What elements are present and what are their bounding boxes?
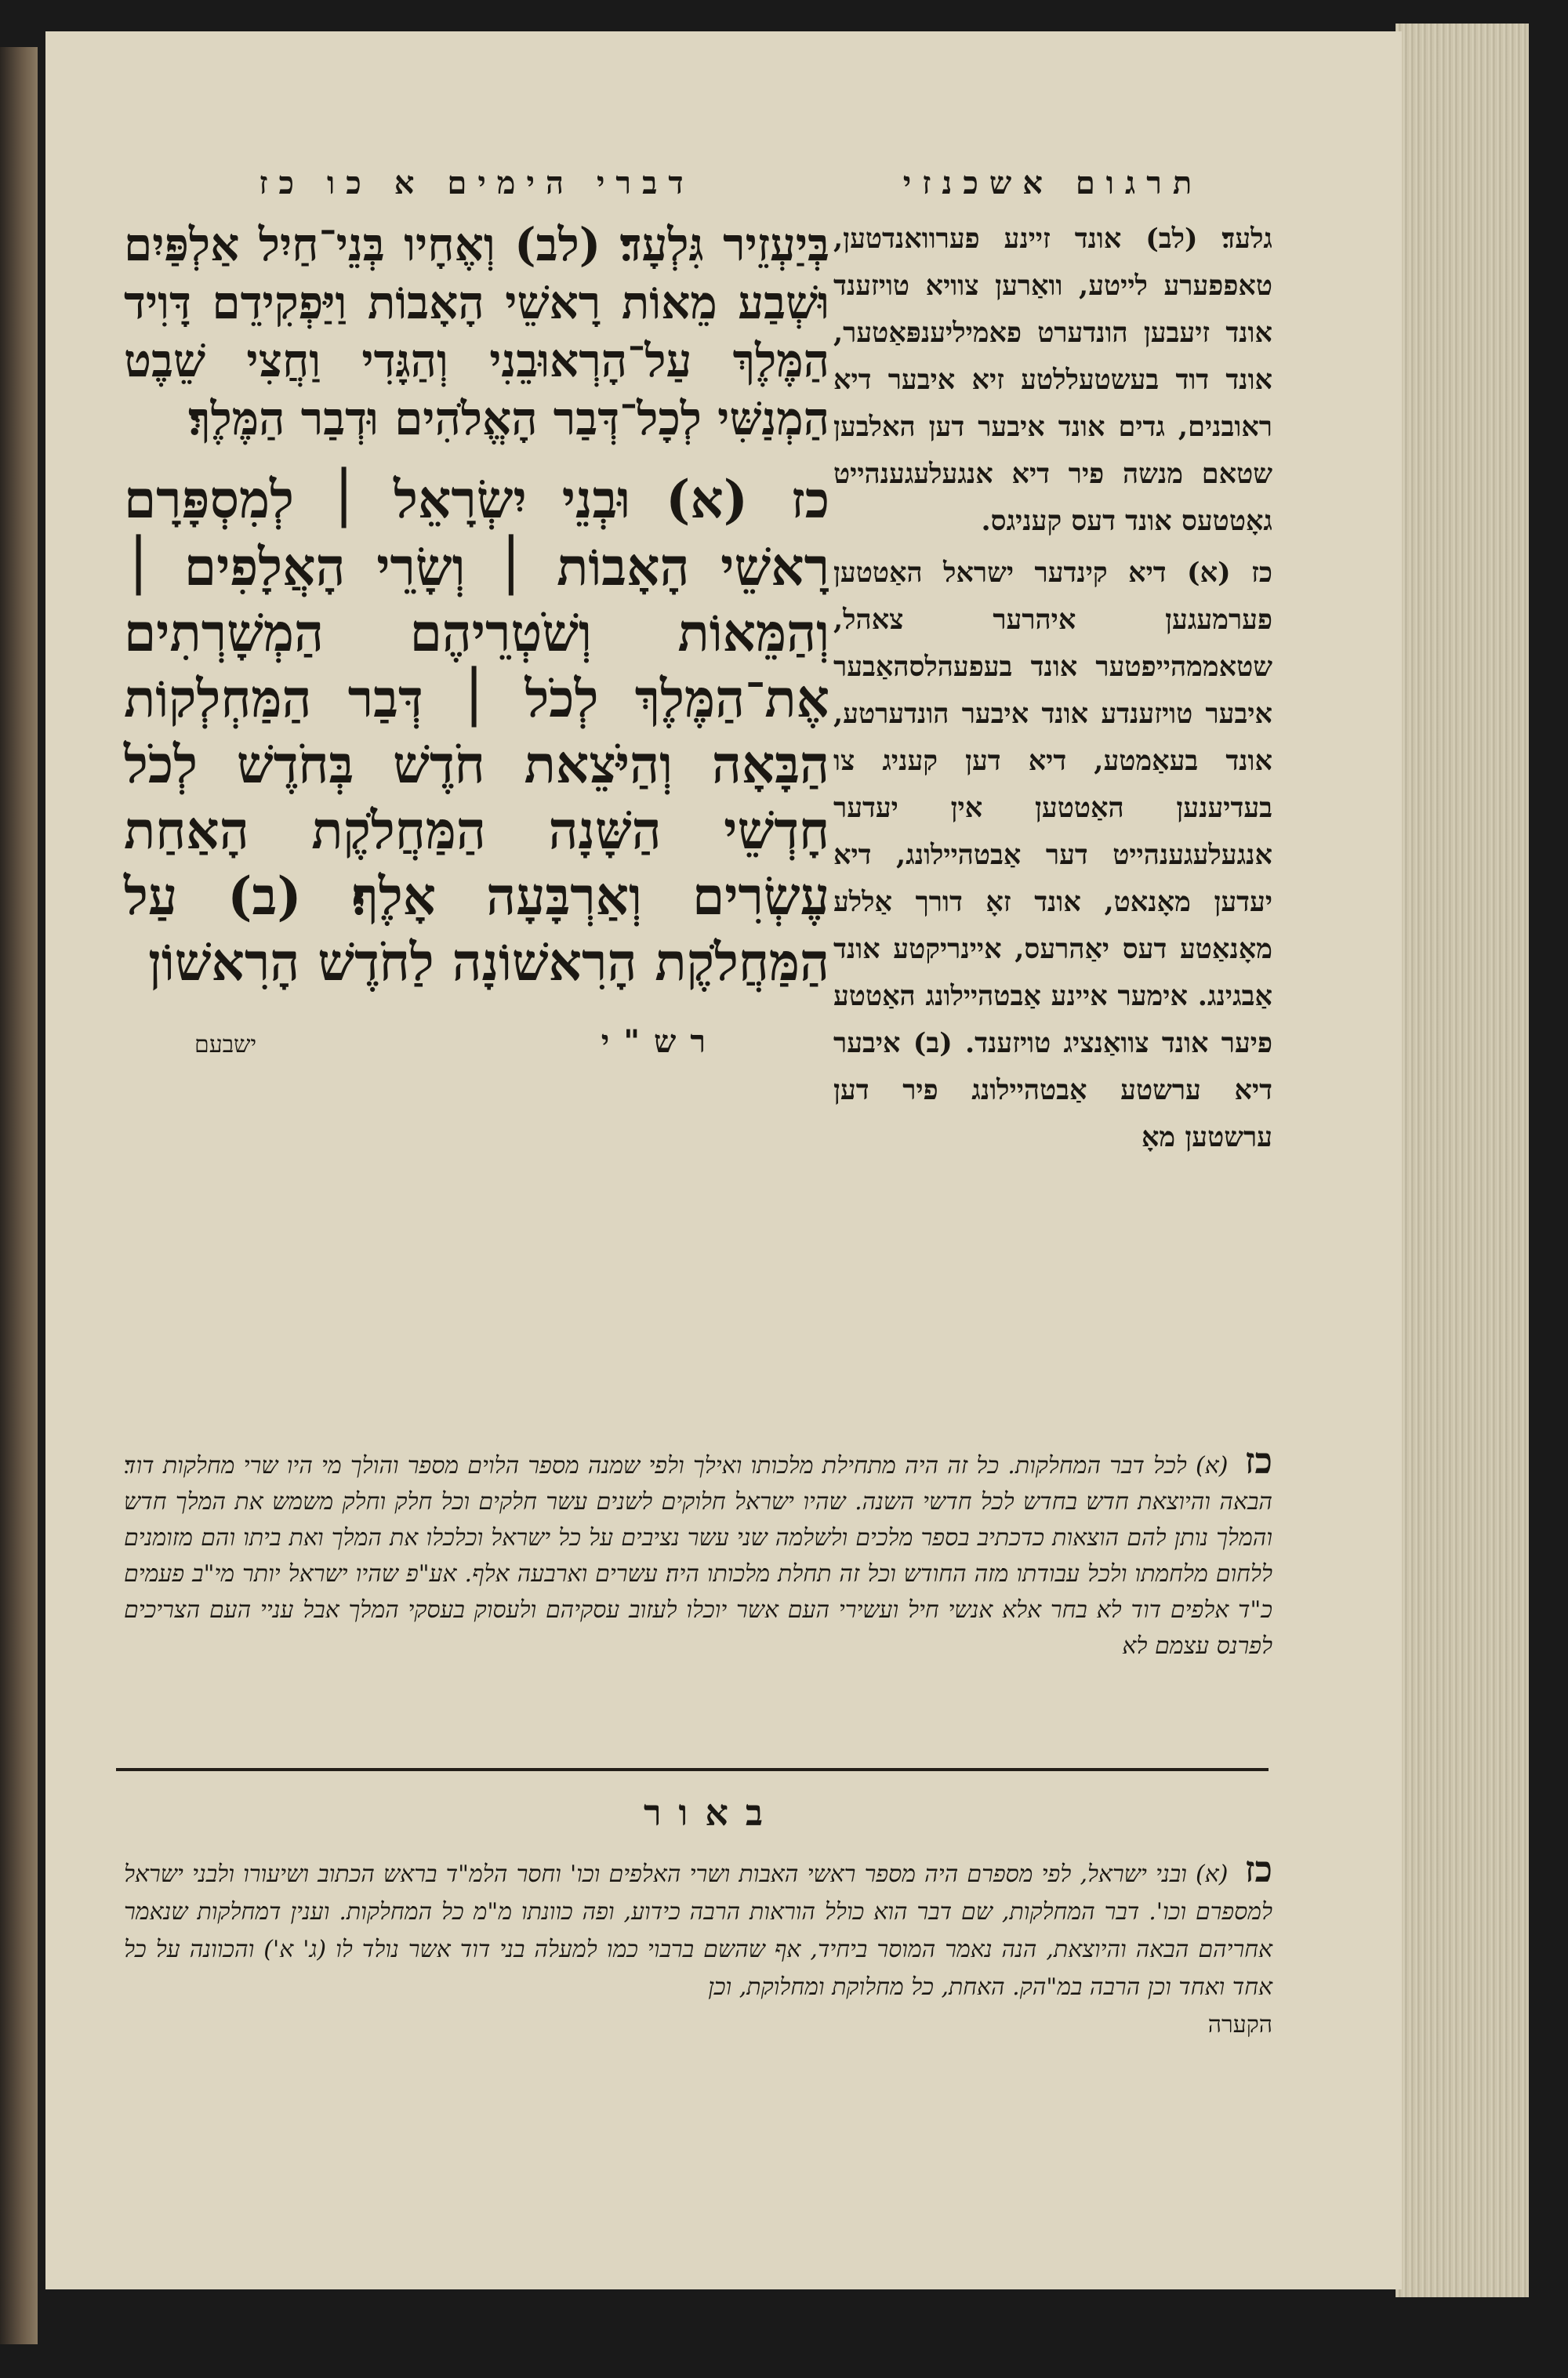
verses-chapter-27 xyxy=(124,467,829,995)
book-page xyxy=(45,31,1402,2289)
targum-column xyxy=(833,165,1272,1166)
rashi-heading-row xyxy=(124,1023,829,1060)
verses-chapter-26: בְּיַעְזֵיר גִּלְעָד׃ (לב) וְאֶחָיו בְּנֵי־חַיִל אַלְפַּיִם וּשְׁבַע מֵאוֹת רָאשֵׁי הָאָבוֹת וַיַּפְקִידֵם דָּוִיד הַמֶּלֶךְ עַל־הָרְאוּבֵנִי וְהַגָּדִי וַחֲצִי שֵׁבֶט הַמְנַשִּׁי לְכָל־דְּבַר הָאֱלֹהִים וּדְבַר הַמֶּלֶךְ׃ xyxy=(124,218,829,445)
section-divider xyxy=(116,1768,1269,1771)
book-spine-edge xyxy=(0,47,38,2344)
biur-text: (א) ובני ישראל, לפי מספרם היה מספר ראשי האבות ושרי האלפים וכו' וחסר הלמ"ד בראש הכתוב ושיעורו ולבני ישראל למספרם וכו'. דבר המחלקות, שם דבר הוא כולל הוראות הרבה כידוע, ופה כוונתו מ"מ כל המחלקות. וענין דמחלקות שנאמר אחריהם הבאה והיוצאת, הנה נאמר המוסר ביחיד, אף שהשם ברבוי כמו למעלה בני דוד אשר נולד לו (ג' א') והכוונה על כל אחד ואחד וכן הרבה במ"הק. האחת, כל מחלוקת ומחלוקת, וכן xyxy=(124,1861,1273,2001)
biur-chapter-number: כז xyxy=(1244,1848,1272,1890)
main-text-column xyxy=(124,165,829,1060)
targum-part-1: גלעד׃ (לב) אונד זיינע פערוואנדטען, טאפפערע לייטע, וואַרען צוויא טויזענד אונד זיעבען הונדערט פאמיליענפּאַטער, אונד דוד בעשטעללטע זיא איבער דיא ראובנים, גדים אונד איבער דען האלבען שטאם מנשה פיר דיא אנגעלעגענהייט גאָטטעס אונד דעס קעניגס. xyxy=(833,223,1272,537)
rashi-title: רש"י xyxy=(601,1023,720,1060)
biur-title: באור xyxy=(643,1792,781,1834)
targum-chapter-number: כז xyxy=(1251,557,1272,589)
targum-part-2 xyxy=(833,550,1272,1161)
targum-text xyxy=(833,216,1272,1161)
rashi-chapter-number: כז xyxy=(1244,1440,1272,1482)
rashi-text: (א) לכל דבר המחלקות. כל זה היה מתחילת מלכותו ואילך ולפי שמנה מספר הלוים מספר והולך מי היו שרי מחלקות דוד׃ הבאה והיוצאת חדש בחדש לכל חדשי השנה. שהיו ישראל חלוקים לשנים עשר חלקים וכל חלק וחלק משמש את המלך חדש והמלך נותן להם הוצאות כדכתיב בספר מלכים ולשלמה שני עשר נציבים על כל ישראל וכלכלו את המלך ואת ביתו והם מזומנים ללחום מלחמתו ולכל עבודתו מזה החודש וכל זה תחלת מלכותו היה׃ עשרים וארבעה אלף. אע"פ שהיו ישראל יותר מי"ב פעמים כ"ד אלפים דוד לא בחר אלא אנשי חיל ועשירי העם אשר יוכלו לעזוב עסקיהם ולעסוק בעסקי המלך אבל עניי העם הצריכים לפרנס עצמם לא xyxy=(124,1452,1272,1660)
biur-catchword: הקערה xyxy=(1207,2011,1272,2039)
running-head-book: דברי הימים א כו כז xyxy=(259,165,695,201)
chapter-27-text: (א) וּבְנֵי יִשְׂרָאֵל ׀ לְמִסְפָּרָם רָאשֵׁי הָאָבוֹת ׀ וְשָׂרֵי הָאֲלָפִים ׀ וְהַמֵּאוֹת וְשֹׁטְרֵיהֶם הַמְשָׁרְתִים אֶת־הַמֶּלֶךְ לְכֹל ׀ דְּבַר הַמַּחְלְקוֹת הַבָּאָה וְהַיֹּצֵאת חֹדֶשׁ בְּחֹדֶשׁ לְכֹל חָדְשֵׁי הַשָּׁנָה הַמַּחֲלֹקֶת הָאַחַת עֶשְׂרִים וְאַרְבָּעָה אָלֶף׃ (ב) עַל הַמַּחֲלֹקֶת הָרִאשׁוֹנָה לַחֹדֶשׁ הָרִאשׁוֹן xyxy=(124,469,829,993)
chapter-number: כז xyxy=(790,471,829,530)
targum-part-2-text: (א) דיא קינדער ישראל האַטטען פערמעגען איהרער צאהל, שטאממהייפטער אונד בעפעהלסהאַבער איבער טויזענדע אונד איבער הונדערטע, אונד בעאַמטע, דיא דען קעניג צו בעדיענען האַטטען אין יעדער אנגעלעגענהייט דער אַבטהיילונג, דיא יעדען מאָנאט, אונד זאָ דורך אַללע מאָנאַטע דעס יאַהרעס, איינריקטע אונד אַבגינג. אימער איינע אַבטהיילונג האַטטע פיער אונד צוואַנציג טויזענד. (ב) איבער דיא ערשטע אַבטהיילונג פיר דען ערשטען מאָ xyxy=(833,557,1272,1153)
page-edges xyxy=(1396,24,1529,2297)
rashi-commentary xyxy=(124,1440,1272,1665)
running-head-targum: תרגום אשכנזי xyxy=(902,165,1203,201)
catchword: ישבעם xyxy=(194,1031,257,1058)
biur-commentary xyxy=(124,1850,1272,2044)
